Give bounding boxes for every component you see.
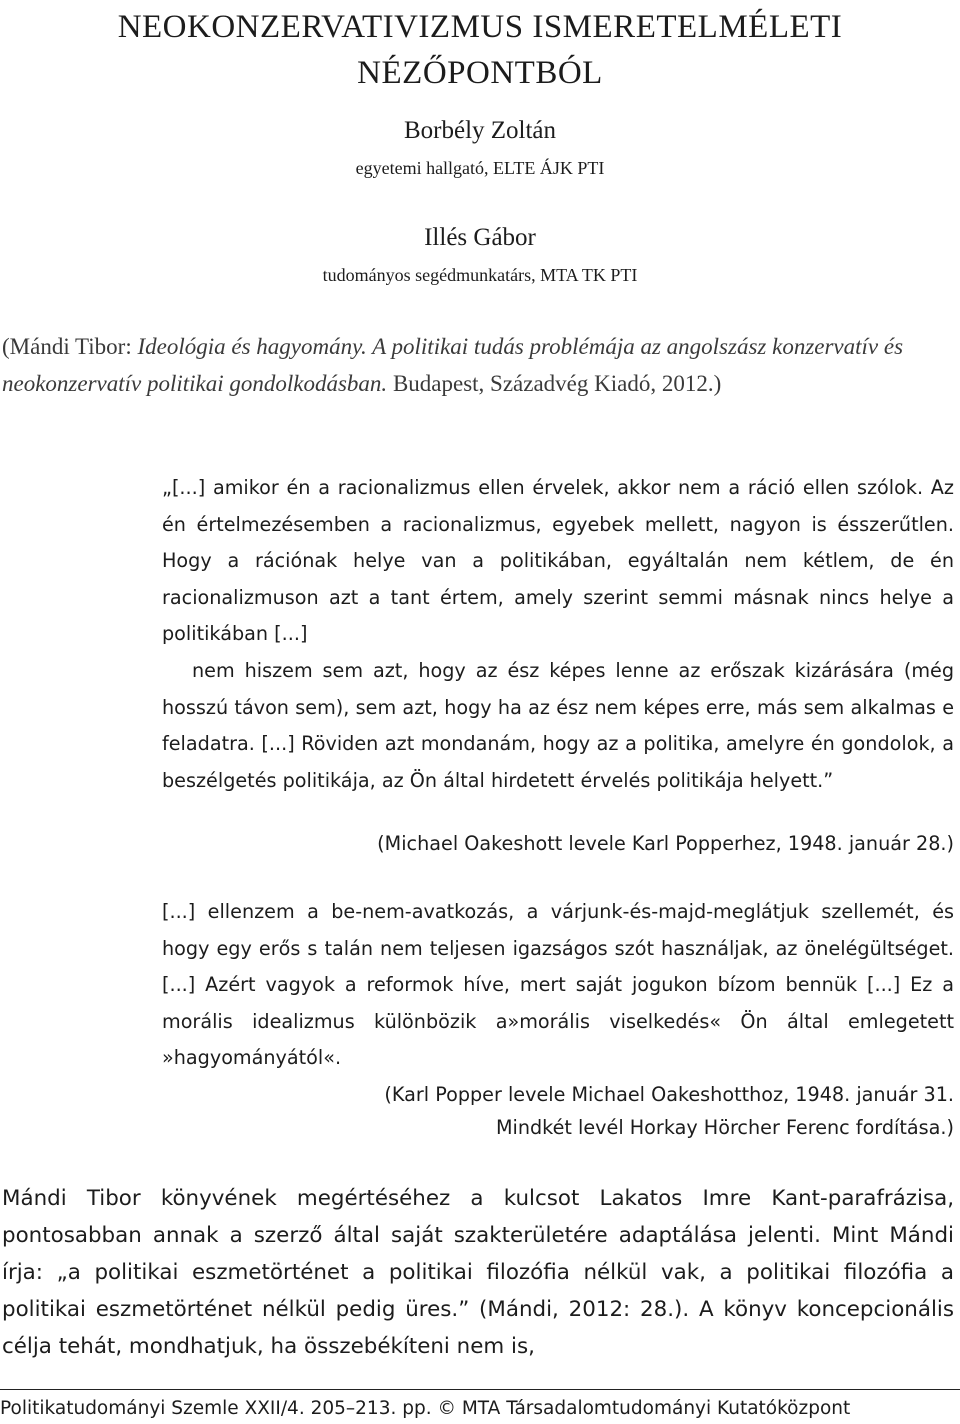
epigraph-attribution: (Michael Oakeshott levele Karl Popperhez, 1948. január 28.) [377,832,954,855]
epigraph-attribution: (Karl Popper levele Michael Oakeshotthoz, 1948. január 31. [384,1083,954,1106]
title-line-2: NÉZŐPONTBÓL [357,55,603,91]
journal-citation: Politikatudományi Szemle XXII/4. 205–213. pp. © MTA Társadalomtudományi Kutatóközpont [0,1398,851,1419]
book-reference [2,328,958,402]
author-affiliation: tudományos segédmunkatárs, MTA TK PTI [322,265,638,285]
book-publisher: Budapest, Századvég Kiadó, 2012.) [387,371,722,396]
book-reference-open: (Mándi Tibor: [2,334,138,359]
book-title: Ideológia és hagyomány. A politikai tudás problémája az angolszász konzervatív és neokonzervatív politikai gondolkodásban. [2,334,904,396]
author-name: Borbély Zoltán [403,117,557,144]
article-title [0,4,960,96]
epigraph-quote [162,470,954,799]
epigraph-paragraph: nem hiszem sem azt, hogy az ész képes lenne az erőszak kizárására (még hosszú távon sem), sem azt, hogy ha az ész nem képes erre, más sem alkalmas e feladatra. [...] Röviden azt mondanám, hogy az a politika, amelyre én gondolok, a beszélgetés politikája, az Ön által hirdetett érvelés politikája helyett.” [162,658,954,792]
epigraph-paragraph: „[...] amikor én a racionalizmus ellen érvelek, akkor nem a ráció ellen szólok. Az én értelmezésemben a racionalizmus, egyebek mellett, nagyon is ésszerűtlen. Hogy a rációnak helye van a politikában, egyáltalán nem kétlem, de én racionalizmuson azt a tant értem, amely szerint semmi másnak nincs helye a politikában [...] [162,476,954,646]
title-line-1: NEOKONZERVATIVIZMUS ISMERETELMÉLETI [117,9,843,45]
author-affiliation: egyetemi hallgató, ELTE ÁJK PTI [355,158,605,178]
footer-divider [0,1389,960,1390]
author-name: Illés Gábor [424,224,536,251]
epigraph-quote [162,894,954,1077]
body-paragraph: Mándi Tibor könyvének megértéséhez a kulcsot Lakatos Imre Kant-parafrázisa, pontosabban annak a szerző által saját szakterületére adaptálása jelenti. Mint Mándi írja: „a politikai eszmetörténet a politikai filozófia nélkül vak, a politikai filozófia a politikai eszmetörténet nélkül pedig üres.” (Mándi, 2012: 28.). A könyv koncepcionális célja tehát, mondhatjuk, ha összebékíteni nem is, [2,1186,954,1359]
epigraph-attribution: Mindkét levél Horkay Hörcher Ferenc fordítása.) [495,1116,954,1139]
epigraph-paragraph: [...] ellenzem a be-nem-avatkozás, a várjunk-és-majd-meglátjuk szellemét, és hogy egy erős s talán nem teljesen igazságos szót használjak, az önelégültséget. [...] Azért vagyok a reformok híve, mert saját jogukon bízom bennük [...] Ez a morális idealizmus különbözik a»morális viselkedés« Ön által emlegetett »hagyományától«. [162,900,954,1070]
